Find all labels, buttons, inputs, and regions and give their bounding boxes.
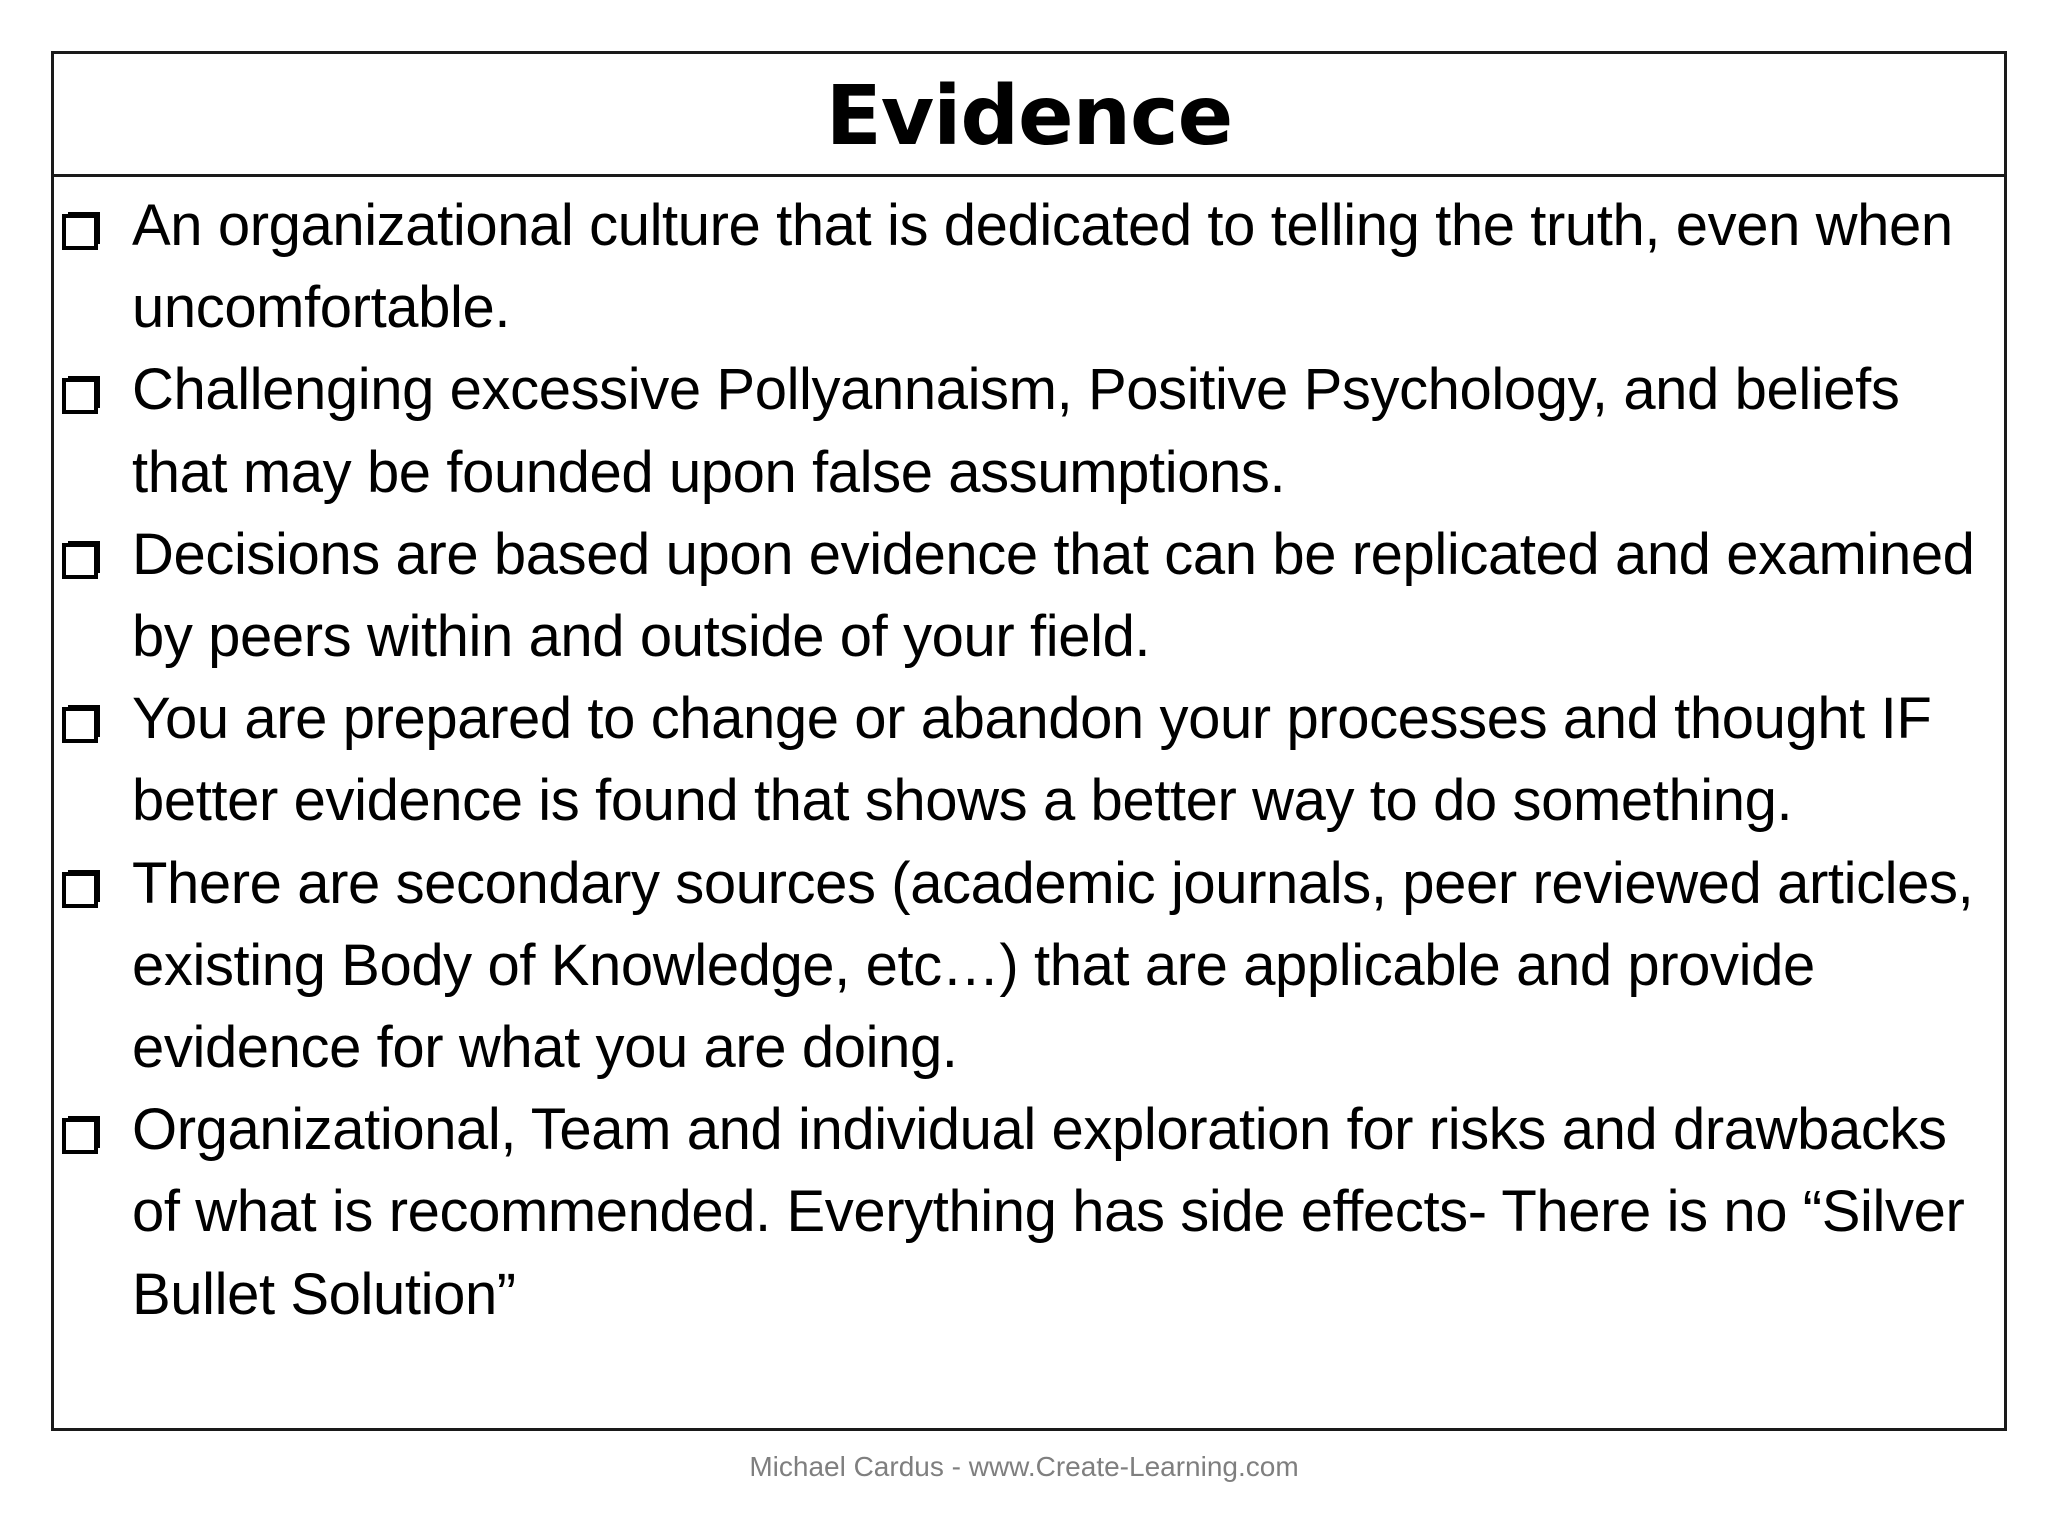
bullet-text: Challenging excessive Pollyannaism, Positive Psychology, and beliefs that may be founded upon false assumptions.: [132, 357, 1900, 505]
slide-title: Evidence: [825, 69, 1233, 164]
bullet-item: [54, 185, 2004, 349]
bullet-item: [54, 843, 2004, 1090]
checkbox-icon: [62, 703, 102, 743]
bullet-item: [54, 1089, 2004, 1336]
checkbox-icon: [62, 374, 102, 414]
bullet-text: An organizational culture that is dedicated to telling the truth, even when uncomfortable.: [132, 193, 1953, 341]
bullet-text: Decisions are based upon evidence that can be replicated and examined by peers within and outside of your field.: [132, 521, 1975, 670]
bullet-item: [54, 678, 2004, 842]
checkbox-icon: [62, 868, 102, 908]
bullet-item: [54, 349, 2004, 513]
bullet-list: [54, 177, 2004, 1336]
checkbox-icon: [62, 210, 102, 250]
bullet-text: Organizational, Team and individual exploration for risks and drawbacks of what is recommended. Everything has side effects- There is no “Silver Bullet Solution”: [132, 1097, 1965, 1327]
checkbox-icon: [62, 1114, 102, 1154]
bullet-item: [54, 514, 2004, 678]
footer-credit: Michael Cardus - www.Create-Learning.com: [749, 1451, 1299, 1482]
title-row: [54, 54, 2004, 177]
bullet-text: You are prepared to change or abandon your processes and thought IF better evidence is found that shows a better way to do something.: [132, 686, 1932, 834]
checkbox-icon: [62, 539, 102, 579]
bullet-text: There are secondary sources (academic journals, peer reviewed articles, existing Body of Knowledge, etc…) that are applicable and provide evidence for what you are doing.: [132, 850, 1974, 1081]
slide-content-table: [51, 51, 2007, 1431]
